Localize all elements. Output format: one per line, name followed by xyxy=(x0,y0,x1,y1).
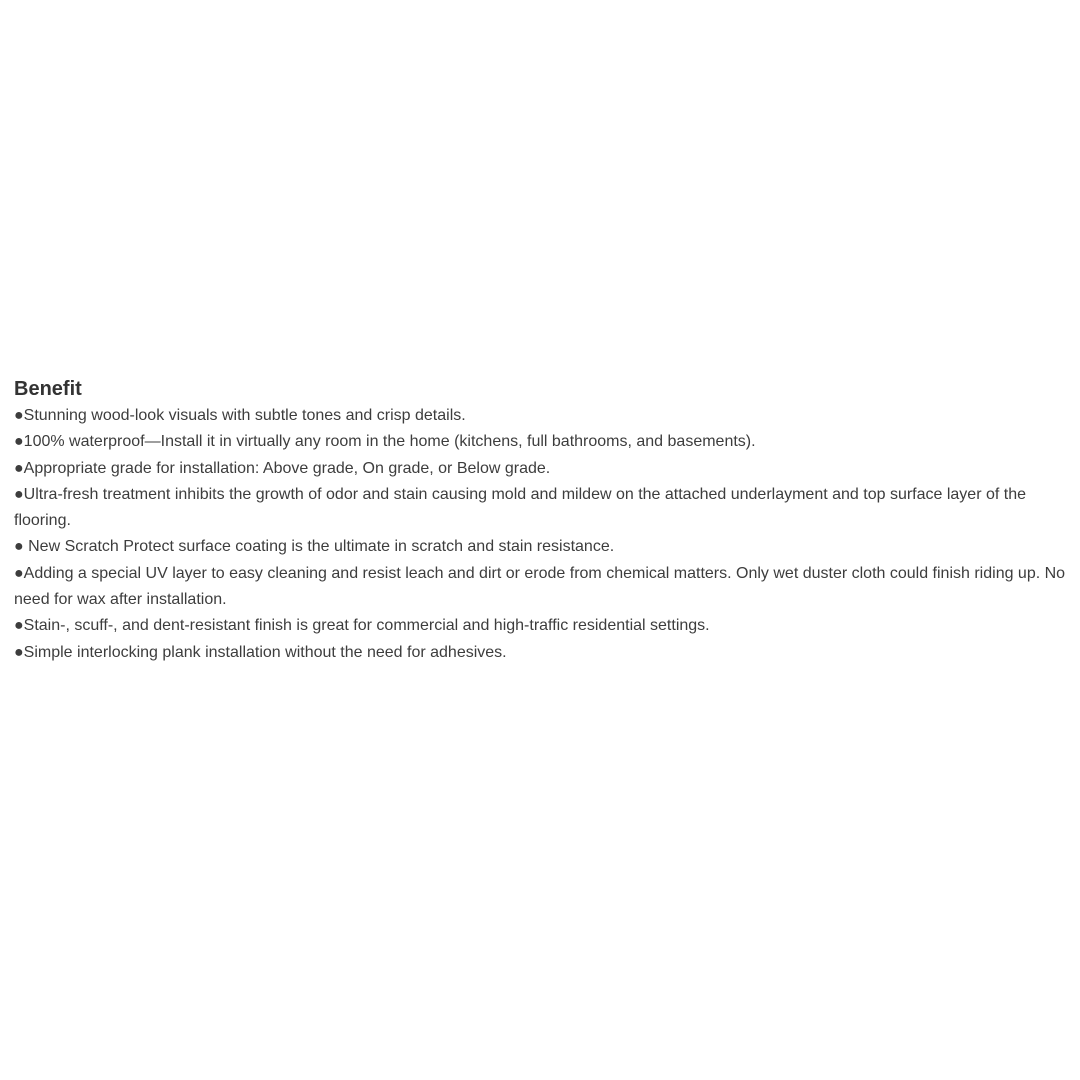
benefit-item-uv-layer: ●Adding a special UV layer to easy cleaning and resist leach and dirt or erode from chemical matters. Only wet duster cloth could finish riding up. No need for wax after installation. xyxy=(14,564,1066,609)
benefit-item-wood-look: ●Stunning wood-look visuals with subtle tones and crisp details. xyxy=(14,407,466,424)
benefit-item-installation-grade: ●Appropriate grade for installation: Above grade, On grade, or Below grade. xyxy=(14,459,551,477)
benefit-item-ultra-fresh: ●Ultra-fresh treatment inhibits the growth of odor and stain causing mold and mildew on the attached underlayment and top surface layer of the flooring. xyxy=(14,485,1027,530)
benefit-item-scratch-protect: ● New Scratch Protect surface coating is the ultimate in scratch and stain resistance. xyxy=(14,538,615,556)
benefit-item-interlocking: ●Simple interlocking plank installation without the need for adhesives. xyxy=(14,643,507,661)
benefit-section xyxy=(14,376,1076,666)
benefit-item-waterproof: ●100% waterproof—Install it in virtually any room in the home (kitchens, full bathrooms, and basements). xyxy=(14,433,756,451)
benefit-item-stain-resistant: ●Stain-, scuff-, and dent-resistant finish is great for commercial and high-traffic residential settings. xyxy=(14,617,710,635)
benefit-heading: Benefit xyxy=(14,378,82,400)
benefit-list xyxy=(14,403,1076,666)
